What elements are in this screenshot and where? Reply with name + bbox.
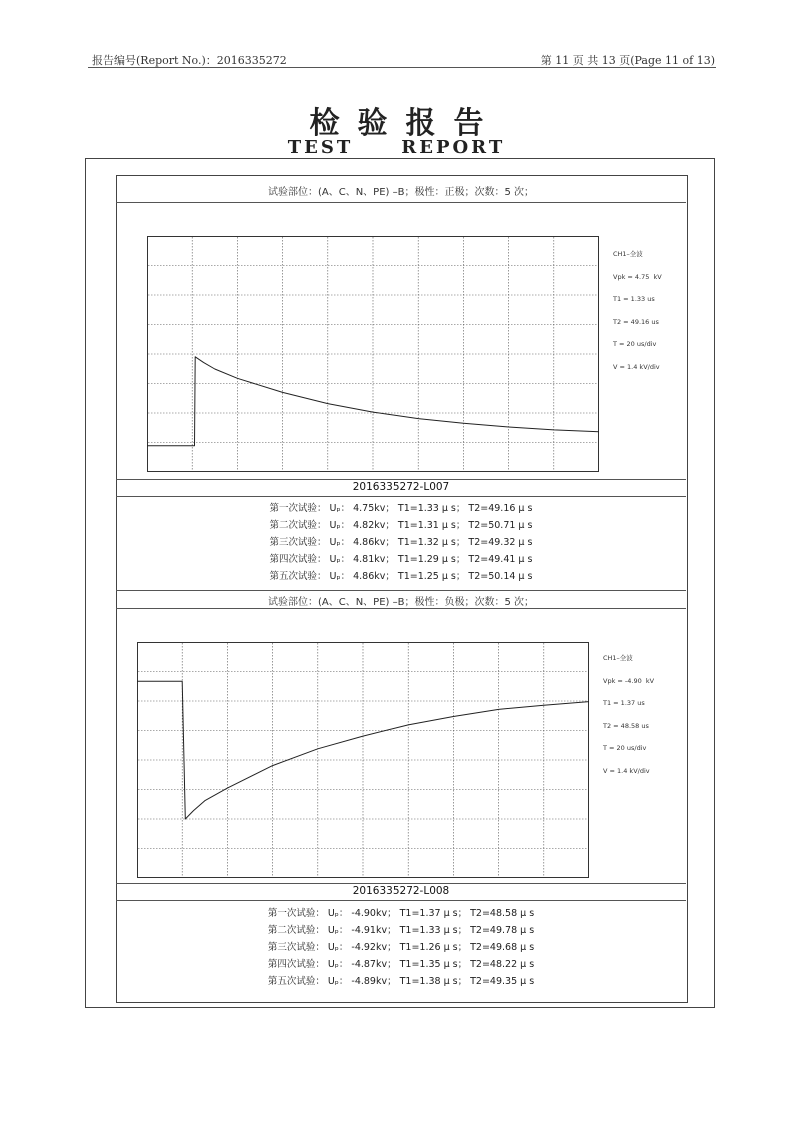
waveform-plot-1 (147, 236, 599, 472)
result-row: 第三次试验： Uₚ： 4.86kv； T1=1.32 μ s； T2=49.32 μ s (269, 537, 533, 548)
report-number: 报告编号(Report No.)：2016335272 (92, 54, 287, 67)
waveform-svg (147, 236, 599, 472)
result-row: 第二次试验： Uₚ： 4.82kv； T1=1.31 μ s； T2=50.71 μ s (269, 520, 533, 531)
legend-line: CH1–全波 (603, 654, 633, 662)
result-row: 第一次试验： Uₚ： -4.90kv； T1=1.37 μ s； T2=48.58 μ s (267, 908, 535, 919)
report-title-en (0, 137, 793, 158)
section-2-label: 试验部位：(A、C、N、PE) –B；极性：负极；次数：5 次； (267, 597, 535, 608)
result-row: 第四次试验： Uₚ： -4.87kv； T1=1.35 μ s； T2=48.22 μ s (267, 959, 535, 970)
legend-line: T1 = 1.37 us (603, 699, 645, 707)
waveform-plot-2 (137, 642, 589, 878)
header-divider (88, 67, 716, 68)
divider (116, 900, 686, 901)
legend-line: T2 = 48.58 us (603, 721, 649, 730)
sample-id-2: 2016335272-L008 (352, 885, 450, 897)
legend-line: CH1–全波 (613, 250, 643, 258)
result-row: 第五次试验： Uₚ： 4.86kv； T1=1.25 μ s； T2=50.14 μ s (269, 571, 533, 582)
result-row: 第三次试验： Uₚ： -4.92kv； T1=1.26 μ s； T2=49.68 μ s (267, 942, 535, 953)
divider (116, 496, 686, 497)
legend-line: V = 1.4 kV/div (613, 362, 660, 371)
results-2 (116, 905, 686, 995)
section-1-label: 试验部位：(A、C、N、PE) –B；极性：正极；次数：5 次； (267, 187, 535, 198)
result-row: 第四次试验： Uₚ： 4.81kv； T1=1.29 μ s； T2=49.41 μ s (269, 554, 533, 565)
legend-line: T2 = 49.16 us (613, 317, 659, 326)
result-row: 第二次试验： Uₚ： -4.91kv； T1=1.33 μ s； T2=49.78 μ s (267, 925, 535, 936)
divider (116, 883, 686, 884)
legend-line: T = 20 us/div (603, 744, 647, 752)
result-row: 第一次试验： Uₚ： 4.75kv； T1=1.33 μ s； T2=49.16 μ s (269, 503, 533, 514)
divider (116, 608, 686, 609)
title-en-word-1: TEST (287, 137, 354, 158)
divider (116, 202, 686, 203)
sample-id-1: 2016335272-L007 (352, 481, 450, 493)
divider (116, 479, 686, 480)
divider (116, 590, 686, 591)
legend-line: Vpk = -4.90 kV (603, 676, 655, 685)
legend-line: V = 1.4 kV/div (603, 766, 650, 775)
plot-2-legend (603, 640, 654, 783)
legend-line: T1 = 1.33 us (613, 295, 655, 303)
plot-1-legend (613, 236, 662, 379)
results-1 (116, 500, 686, 590)
result-row: 第五次试验： Uₚ： -4.89kv； T1=1.38 μ s； T2=49.35 μ s (267, 976, 535, 987)
waveform-svg (137, 642, 589, 878)
legend-line: T = 20 us/div (613, 340, 657, 348)
legend-line: Vpk = 4.75 kV (613, 272, 662, 281)
report-title-cn: 检验报告 (309, 106, 502, 141)
title-en-word-2: REPORT (401, 137, 506, 158)
page-indicator: 第 11 页 共 13 页(Page 11 of 13) (540, 54, 715, 67)
